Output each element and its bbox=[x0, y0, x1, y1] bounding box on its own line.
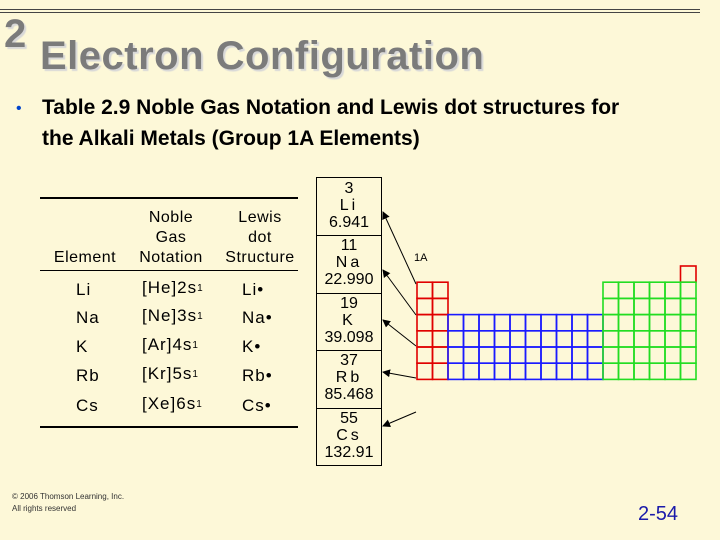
pt-cell-transition bbox=[557, 331, 573, 347]
pt-cell-transition bbox=[479, 347, 495, 363]
pt-cell-pblock bbox=[665, 282, 681, 298]
pt-cell-pblock bbox=[681, 298, 697, 314]
header-element: Element bbox=[53, 249, 117, 266]
arrows bbox=[383, 212, 416, 426]
bullet-text: Table 2.9 Noble Gas Notation and Lewis dot structures for the Alkali Metals (Group 1A Elements) bbox=[42, 96, 620, 150]
pt-cell-transition bbox=[572, 331, 588, 347]
element-number: 19 bbox=[340, 294, 358, 312]
pt-cell-pblock bbox=[603, 331, 619, 347]
pt-cell-transition bbox=[510, 363, 526, 379]
pt-cell-group1a bbox=[417, 347, 433, 363]
table-cell-lewis: Rb• bbox=[242, 366, 273, 385]
pt-cell-group1a bbox=[417, 282, 433, 298]
pt-cell-pblock bbox=[665, 331, 681, 347]
arrow bbox=[383, 372, 416, 378]
pt-cell-group2a bbox=[433, 298, 449, 314]
pt-cell-transition bbox=[464, 331, 480, 347]
pt-cell-transition bbox=[479, 331, 495, 347]
table-cell-element: Cs bbox=[76, 396, 99, 415]
element-number: 11 bbox=[340, 237, 358, 255]
pt-cell-transition bbox=[588, 315, 604, 331]
pt-cell-transition bbox=[510, 331, 526, 347]
pt-cell-group1a bbox=[417, 315, 433, 331]
pt-cell-transition bbox=[464, 315, 480, 331]
arrow bbox=[383, 270, 416, 315]
pt-cell-pblock bbox=[603, 315, 619, 331]
pt-cell-transition bbox=[557, 363, 573, 379]
pt-cell-transition bbox=[541, 331, 557, 347]
pt-cell-group2a bbox=[433, 347, 449, 363]
pt-cell-pblock bbox=[603, 347, 619, 363]
pt-cell-pblock bbox=[619, 298, 635, 314]
element-symbol: K bbox=[342, 311, 356, 329]
table-cell-element: Na bbox=[76, 308, 100, 327]
element-number: 37 bbox=[340, 352, 358, 370]
element-symbol: Li bbox=[339, 197, 359, 214]
element-mass: 39.098 bbox=[324, 328, 374, 346]
arrow bbox=[383, 412, 416, 426]
pt-cell-pblock bbox=[634, 315, 650, 331]
pt-cell-pblock bbox=[681, 315, 697, 331]
pt-cell-pblock bbox=[603, 282, 619, 298]
pt-cell-transition bbox=[464, 347, 480, 363]
pt-cell-pblock bbox=[665, 347, 681, 363]
pt-cell-group2a bbox=[433, 315, 449, 331]
pt-cell-pblock bbox=[634, 331, 650, 347]
bullet-dot: • bbox=[16, 100, 22, 117]
pt-cell-transition bbox=[448, 315, 464, 331]
pt-cell-pblock bbox=[650, 363, 666, 379]
element-mass: 6.941 bbox=[328, 214, 370, 231]
element-symbol: Na bbox=[335, 254, 363, 272]
pt-cell-pblock bbox=[650, 347, 666, 363]
pt-cell-pblock bbox=[619, 363, 635, 379]
pt-cell-pblock bbox=[681, 347, 697, 363]
pt-cell-transition bbox=[526, 363, 542, 379]
pt-cell-transition bbox=[510, 315, 526, 331]
pt-cell-transition bbox=[572, 347, 588, 363]
slide-title: Electron Configuration bbox=[40, 34, 485, 78]
page-number: 2-54 bbox=[638, 503, 679, 525]
pt-cell-transition bbox=[526, 331, 542, 347]
pt-cell-he bbox=[681, 266, 697, 282]
pt-cell-pblock bbox=[650, 331, 666, 347]
element-number: 55 bbox=[340, 409, 358, 427]
pt-cell-transition bbox=[479, 315, 495, 331]
pt-cell-pblock bbox=[619, 331, 635, 347]
element-symbol: Cs bbox=[336, 426, 362, 444]
element-mass: 22.990 bbox=[324, 271, 374, 289]
arrow bbox=[383, 212, 416, 284]
pt-cell-transition bbox=[495, 347, 511, 363]
table-cell-notation: $[Ar]4s^1$ bbox=[142, 335, 199, 354]
table-cell-notation: $[He]2s^1$ bbox=[142, 278, 204, 297]
group-label: 1A bbox=[414, 252, 428, 264]
element-mass: 132.91 bbox=[324, 443, 374, 461]
pt-cell-transition bbox=[572, 315, 588, 331]
pt-cell-transition bbox=[588, 347, 604, 363]
element-symbol: Rb bbox=[335, 369, 363, 387]
pt-cell-transition bbox=[541, 315, 557, 331]
pt-cell-transition bbox=[572, 363, 588, 379]
pt-cell-transition bbox=[588, 363, 604, 379]
pt-cell-pblock bbox=[634, 363, 650, 379]
pt-cell-transition bbox=[557, 347, 573, 363]
table-cell-element: K bbox=[76, 337, 89, 356]
table-cell-lewis: K• bbox=[242, 337, 262, 356]
pt-cell-transition bbox=[464, 363, 480, 379]
pt-cell-pblock bbox=[634, 282, 650, 298]
element-mass: 85.468 bbox=[324, 386, 374, 404]
pt-cell-transition bbox=[448, 347, 464, 363]
table-cell-notation: $[Kr]5s^1$ bbox=[142, 364, 199, 383]
pt-cell-pblock bbox=[619, 315, 635, 331]
pt-cell-transition bbox=[588, 331, 604, 347]
header-notation: Noble Gas Notation bbox=[139, 209, 203, 266]
chapter-number: 2 bbox=[4, 12, 27, 56]
copyright: © 2006 Thomson Learning, Inc. bbox=[12, 492, 125, 501]
pt-cell-group2a bbox=[433, 331, 449, 347]
pt-cell-group2a bbox=[433, 363, 449, 379]
pt-cell-transition bbox=[510, 347, 526, 363]
pt-cell-transition bbox=[541, 363, 557, 379]
pt-cell-transition bbox=[495, 363, 511, 379]
pt-cell-pblock bbox=[619, 282, 635, 298]
pt-cell-pblock bbox=[603, 298, 619, 314]
arrow bbox=[383, 320, 416, 346]
pt-cell-transition bbox=[526, 315, 542, 331]
table-cell-lewis: Cs• bbox=[242, 396, 272, 415]
table-cell-lewis: Na• bbox=[242, 308, 273, 327]
pt-cell-group1a bbox=[417, 298, 433, 314]
pt-cell-pblock bbox=[650, 298, 666, 314]
pt-cell-pblock bbox=[681, 363, 697, 379]
pt-cell-pblock bbox=[634, 298, 650, 314]
pt-cell-pblock bbox=[665, 363, 681, 379]
header-lewis: Lewis dot Structure bbox=[225, 209, 295, 266]
pt-cell-transition bbox=[495, 315, 511, 331]
table-cell-notation: $[Ne]3s^1$ bbox=[142, 306, 204, 325]
pt-cell-pblock bbox=[650, 282, 666, 298]
pt-cell-pblock bbox=[650, 315, 666, 331]
pt-cell-group1a bbox=[417, 331, 433, 347]
pt-cell-pblock bbox=[681, 282, 697, 298]
table-cell-element: Li bbox=[76, 280, 92, 299]
rights: All rights reserved bbox=[12, 504, 77, 513]
pt-cell-transition bbox=[479, 363, 495, 379]
pt-cell-pblock bbox=[619, 347, 635, 363]
periodic-table bbox=[417, 266, 696, 379]
pt-cell-transition bbox=[448, 363, 464, 379]
pt-cell-pblock bbox=[665, 298, 681, 314]
pt-cell-transition bbox=[557, 315, 573, 331]
table-cell-lewis: Li• bbox=[242, 280, 265, 299]
pt-cell-transition bbox=[526, 347, 542, 363]
pt-cell-pblock bbox=[603, 363, 619, 379]
table-cell-element: Rb bbox=[76, 366, 100, 385]
element-number: 3 bbox=[344, 180, 354, 197]
pt-cell-transition bbox=[541, 347, 557, 363]
pt-cell-group1a bbox=[417, 363, 433, 379]
pt-cell-pblock bbox=[634, 347, 650, 363]
pt-cell-transition bbox=[495, 331, 511, 347]
pt-cell-group2a bbox=[433, 282, 449, 298]
pt-cell-transition bbox=[448, 331, 464, 347]
pt-cell-pblock bbox=[681, 331, 697, 347]
pt-cell-pblock bbox=[665, 315, 681, 331]
table-cell-notation: $[Xe]6s^1$ bbox=[142, 394, 203, 413]
